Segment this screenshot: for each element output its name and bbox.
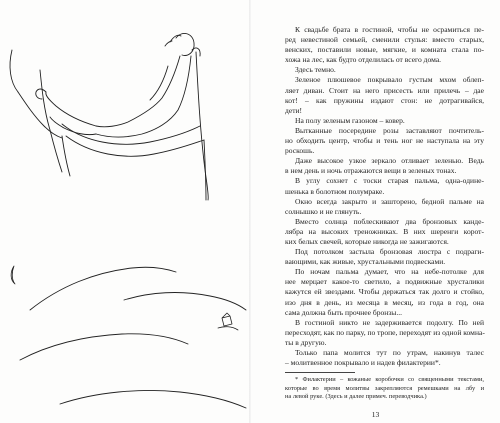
text-line: По ночам пальма думает, что на небе-потолке для <box>295 267 484 277</box>
figure-back <box>96 56 191 137</box>
text-line: кажутся ей звездами. Чтобы держаться так долго и стойко, <box>285 287 484 297</box>
paragraph <box>285 267 484 317</box>
hill-lower <box>20 334 188 360</box>
text-line: вающими, как живые, хрустальными подвесками. <box>285 257 446 267</box>
hill-right <box>124 293 246 310</box>
text-line: ких белых свечей, которые никогда не зажигаются. <box>285 236 449 246</box>
footnote-rule <box>285 372 355 373</box>
text-line: Под потолком застыла бронзовая люстра с подраги- <box>295 247 484 257</box>
page-number: 13 <box>371 410 380 419</box>
text-line: В углу сохнет с тоски старая пальма, одна-одине- <box>295 176 484 186</box>
hill-far <box>60 391 246 409</box>
text-line: изо дня в день, из месяца в месяц, из года в год, она <box>285 297 484 307</box>
text-line: роскошь. <box>285 146 315 156</box>
paragraph <box>285 65 484 75</box>
text-line: сама должна быть прочнее бронзы... <box>285 307 403 317</box>
main-text <box>285 25 484 402</box>
figure-foot <box>36 89 46 99</box>
small-house-base <box>218 327 238 330</box>
text-line: ляет диван. Стоит на него присесть или прилечь – дае <box>285 85 484 95</box>
bed-headboard <box>196 52 208 200</box>
paragraph <box>285 348 484 368</box>
text-line: нее мерцает какое-то светило, а подвижные хрусталики <box>285 277 484 287</box>
right-page <box>251 0 500 423</box>
figure-head <box>176 33 194 55</box>
paragraph <box>285 318 484 348</box>
text-line: На полу зеленым газоном – ковер. <box>295 115 405 125</box>
text-line: пересходят, как по парку, по тропе, переходят из одной комна- <box>285 327 485 337</box>
text-line: ты в другую. <box>285 337 327 347</box>
text-line: Здесь темно. <box>295 65 336 75</box>
text-line: – молитвенное покрывало и надев филактерии*. <box>285 358 441 368</box>
paragraph <box>285 25 484 65</box>
footnote-line: на левой руке. (Здесь и далее примеч. переводчика.) <box>285 393 427 401</box>
paragraph <box>285 217 484 247</box>
bed-leg-left <box>62 136 70 176</box>
paragraph <box>285 197 484 217</box>
text-line: дети! <box>285 105 303 115</box>
paragraph <box>285 156 484 176</box>
text-line: Только папа молится тут по утрам, накинув талес <box>295 348 484 357</box>
text-line: Даже высокое узкое зеркало отливает зеленью. Ведь <box>295 156 484 166</box>
footnote-line: * Филактерии – кожаные коробочки со священными текстами, <box>295 376 484 384</box>
text-line: в нем день и ночь отражаются вещи в зеленых тонах. <box>285 166 457 176</box>
text-line: шенька в болотном полумраке. <box>285 186 385 196</box>
footnote-line: которые во время молитвы закрепляются ремешками на лбу и <box>285 384 484 392</box>
text-line: В гостиной никто не задерживается подолгу. По ней <box>295 317 484 327</box>
figure-arm <box>150 66 168 100</box>
paragraph <box>285 176 484 196</box>
paragraph <box>285 247 484 267</box>
bed-footboard <box>40 70 62 172</box>
paragraph <box>285 126 484 156</box>
hill-left <box>30 267 176 310</box>
figure-hair <box>165 35 181 46</box>
small-house <box>222 313 232 326</box>
text-line: кот! – как пружины издают стон: не дотрагивайся, <box>285 95 484 105</box>
left-page <box>0 0 249 423</box>
text-line: венских, поставили новые, мягкие, и комната стала по- <box>285 45 484 55</box>
text-line: солнышко и не глянуть. <box>285 206 362 216</box>
text-line: Зеленое плюшевое покрывало густым мхом облеп- <box>295 75 484 85</box>
text-line: К свадьбе брата в гостиной, чтобы не осрамиться пе- <box>295 25 484 34</box>
flourish <box>10 50 18 92</box>
bed-leg-right <box>204 140 206 200</box>
moon <box>11 266 15 284</box>
text-line: Окно всегда закрыто и зашторено, бедной пальме на <box>295 196 484 206</box>
text-line: Вместо солнца поблескивают два бронзовых канде- <box>295 216 484 226</box>
text-line: ред невестиной семьей, сменили стулья: вместо старых, <box>285 35 484 45</box>
text-line: хожа на лес, как будто отделилась от всего дома. <box>285 55 442 65</box>
paragraph <box>285 116 484 126</box>
bed-rail-lower <box>66 136 204 156</box>
footnote <box>285 376 484 402</box>
text-line: лябра на высоких треножниках. В них шеренги корот- <box>285 226 484 236</box>
ink-illustration <box>0 0 249 423</box>
text-line: Вытканные посередине розы заставляют почтитель- <box>295 125 484 135</box>
text-line: но обходить центр, чтобы и тень ног не наступала на эту <box>285 136 484 146</box>
paragraph <box>285 75 484 115</box>
